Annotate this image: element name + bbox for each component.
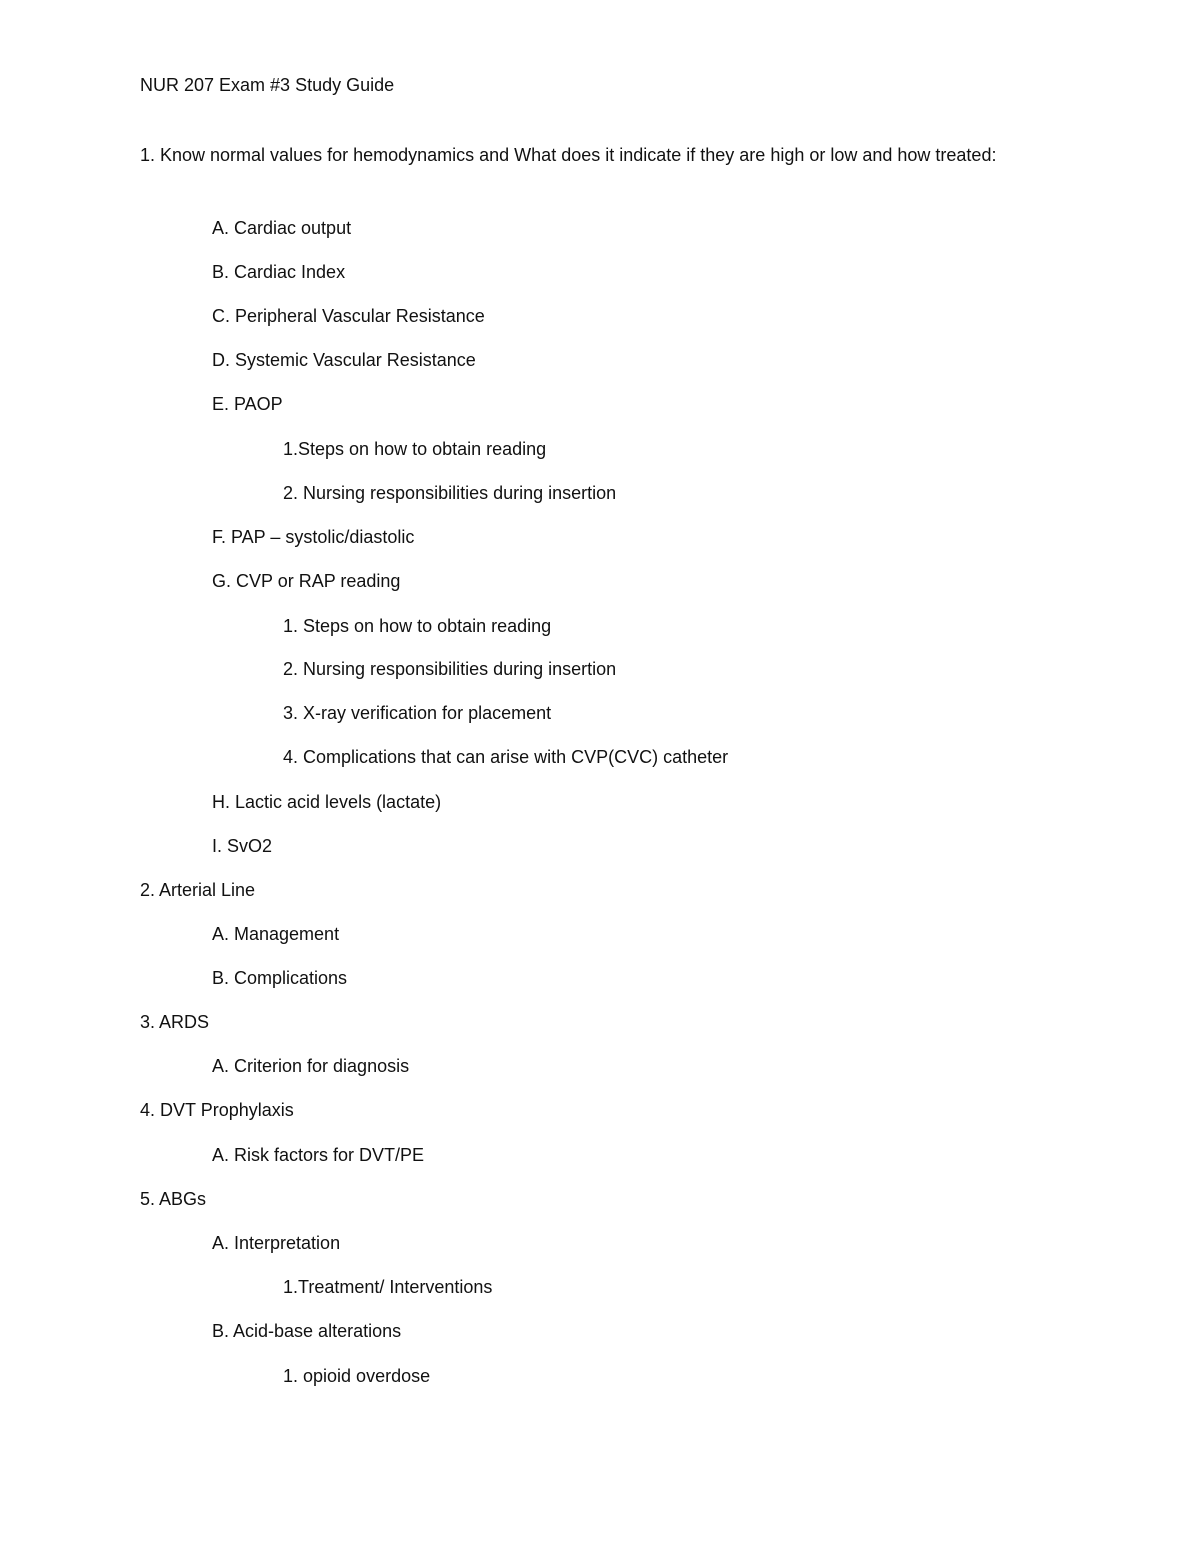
item-1f: F. PAP – systolic/diastolic <box>212 527 415 547</box>
item-1i: I. SvO2 <box>212 836 273 856</box>
item-1g: G. CVP or RAP reading <box>212 571 401 591</box>
item-2a: A. Management <box>212 924 340 944</box>
item-1e-1: 1.Steps on how to obtain reading <box>283 439 547 459</box>
item-3a: A. Criterion for diagnosis <box>212 1056 410 1076</box>
item-5a-1: 1.Treatment/ Interventions <box>283 1277 493 1297</box>
item-5b: B. Acid-base alterations <box>212 1321 402 1341</box>
document-title: NUR 207 Exam #3 Study Guide <box>140 75 395 95</box>
item-4a: A. Risk factors for DVT/PE <box>212 1145 425 1165</box>
item-1g-4: 4. Complications that can arise with CVP(CVC) catheter <box>283 747 729 767</box>
item-2-arterial-line: 2. Arterial Line <box>140 880 256 900</box>
item-2b: B. Complications <box>212 968 348 988</box>
item-1g-3: 3. X-ray verification for placement <box>283 703 552 723</box>
item-1e: E. PAOP <box>212 394 283 414</box>
item-1d: D. Systemic Vascular Resistance <box>212 350 476 370</box>
item-1g-2: 2. Nursing responsibilities during insertion <box>283 659 617 679</box>
item-1g-1: 1. Steps on how to obtain reading <box>283 616 552 636</box>
item-5-abgs: 5. ABGs <box>140 1189 207 1209</box>
item-1b: B. Cardiac Index <box>212 262 346 282</box>
item-1h: H. Lactic acid levels (lactate) <box>212 792 442 812</box>
item-3-ards: 3. ARDS <box>140 1012 210 1032</box>
item-1a: A. Cardiac output <box>212 218 352 238</box>
item-4-dvt-prophylaxis: 4. DVT Prophylaxis <box>140 1100 294 1120</box>
item-1e-2: 2. Nursing responsibilities during insertion <box>283 483 617 503</box>
item-1c: C. Peripheral Vascular Resistance <box>212 306 485 326</box>
item-1-hemodynamics: 1. Know normal values for hemodynamics and What does it indicate if they are high or low and how treated: <box>140 145 997 165</box>
item-5b-1: 1. opioid overdose <box>283 1366 431 1386</box>
item-5a: A. Interpretation <box>212 1233 341 1253</box>
